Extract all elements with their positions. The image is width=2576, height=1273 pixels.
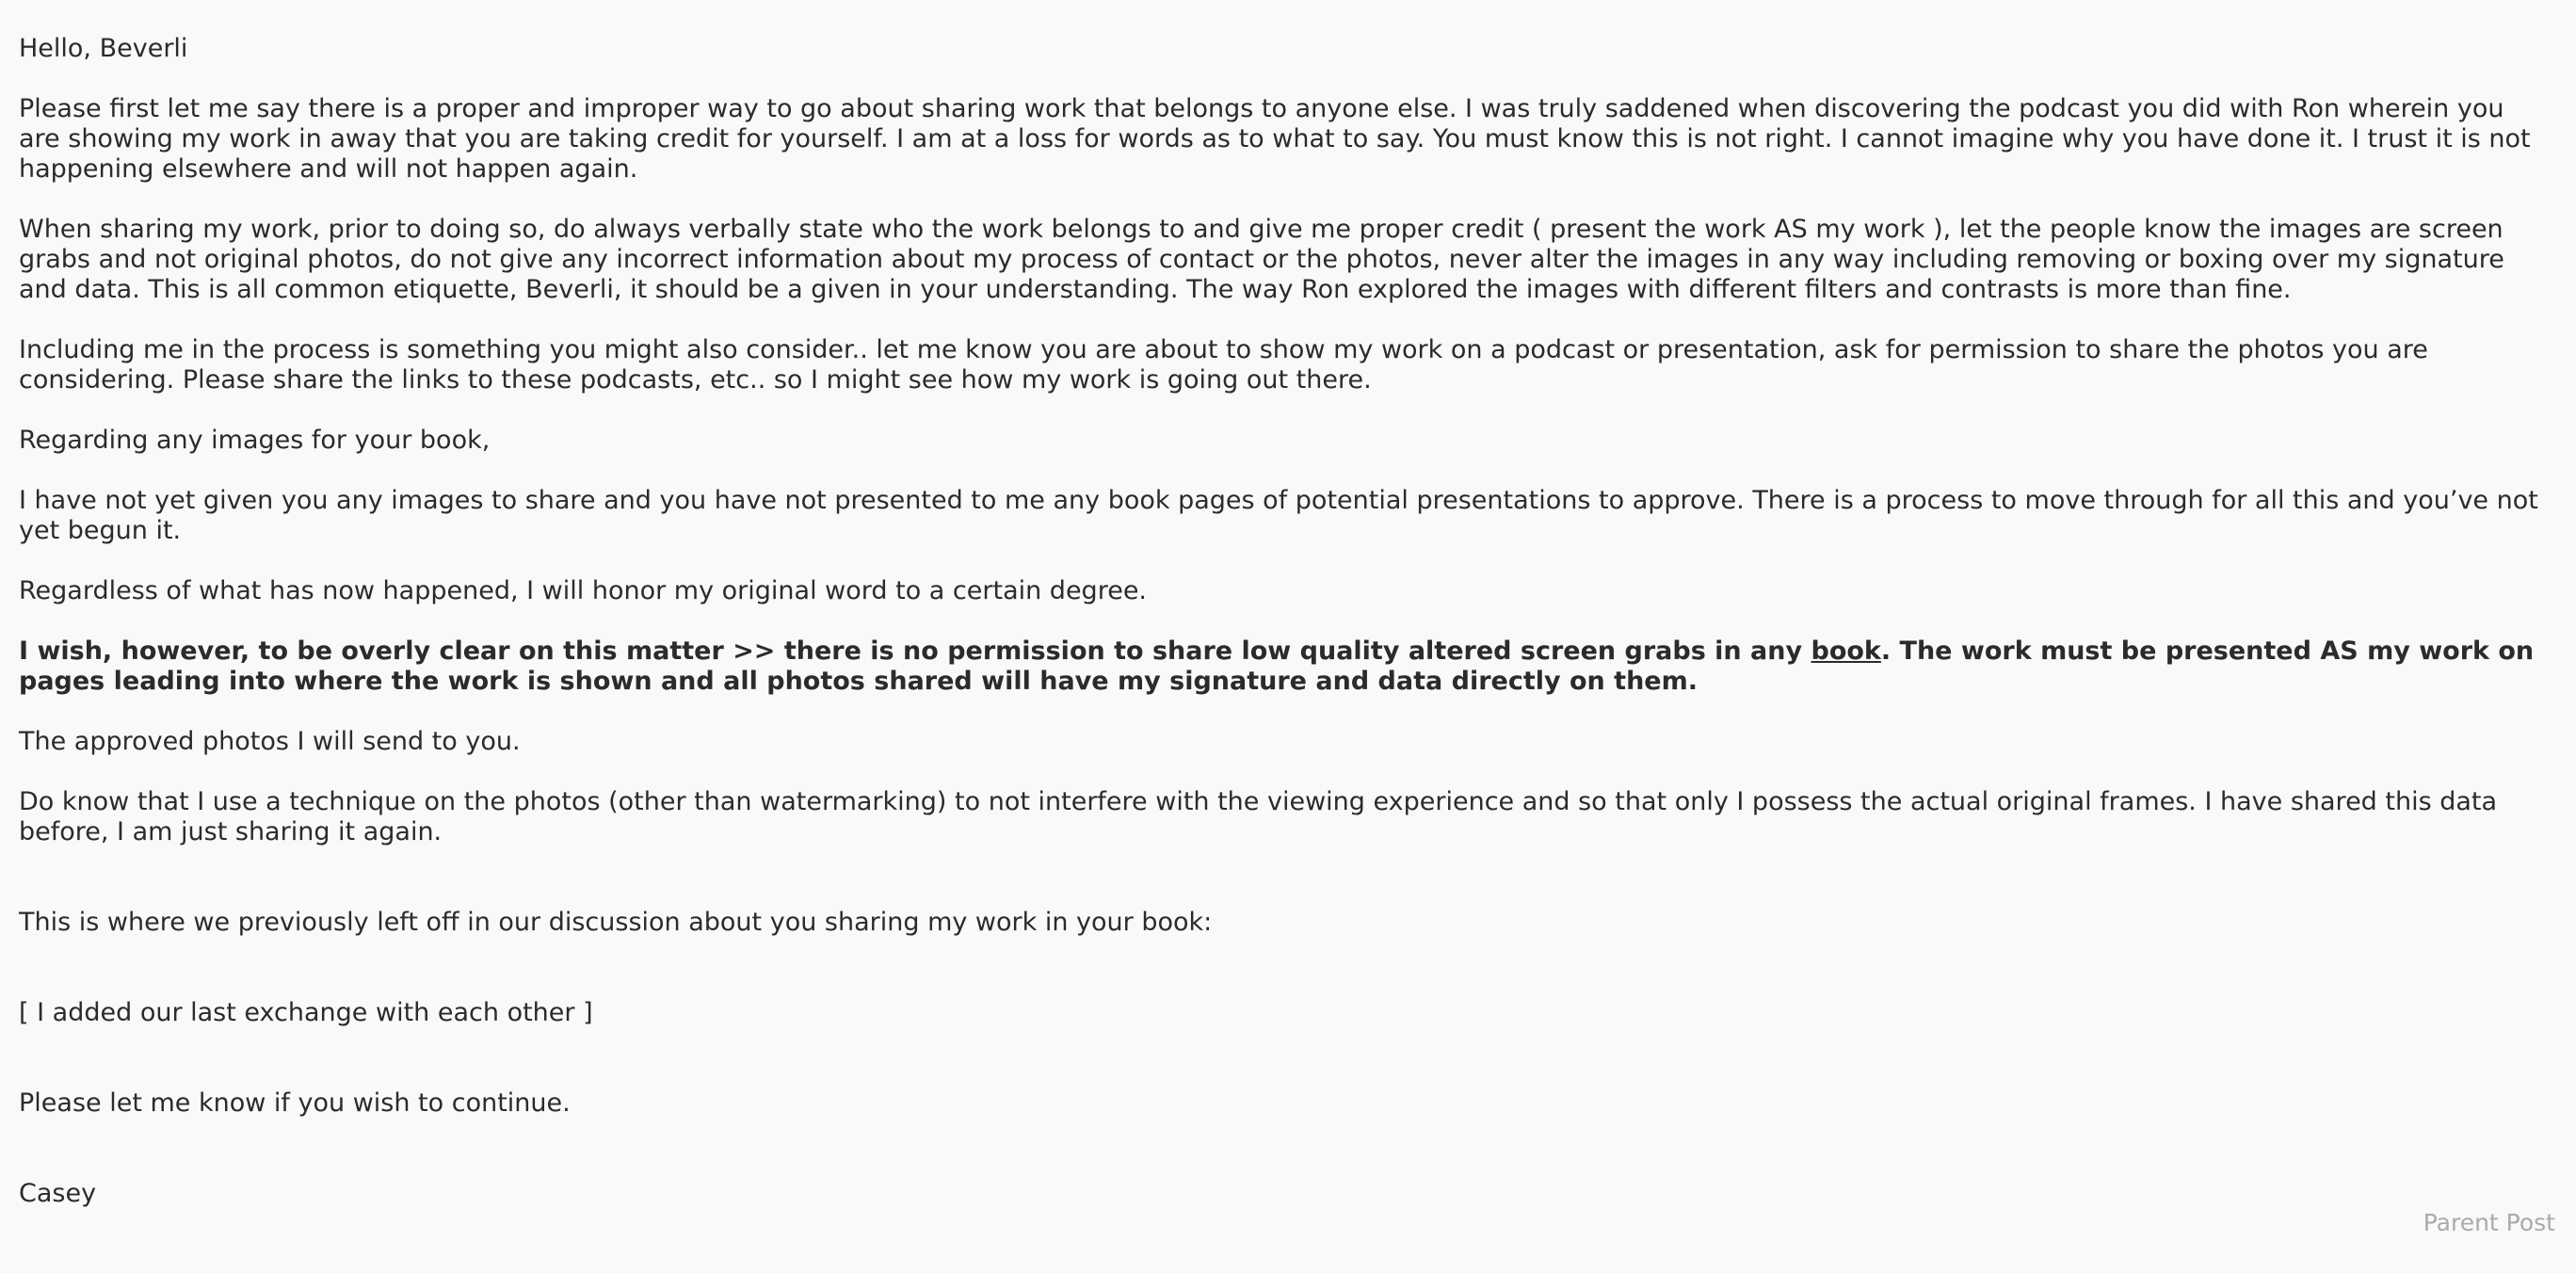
paragraph-process: I have not yet given you any images to share and you have not presented to me any book pages of potential presentations to approve. There is a process to move through for all this and you’ve not yet begun it.: [19, 486, 2538, 545]
paragraph-added-exchange: [ I added our last exchange with each other ]: [19, 998, 593, 1027]
permission-warning-text-end: . The work must be presented AS my work on pages leading into where the work is shown and all photos shared will have my signature and data directly on them.: [19, 636, 2535, 696]
permission-warning-underlined-word: book: [1811, 636, 1881, 666]
paragraph-previous-discussion: This is where we previously left off in our discussion about you sharing my work in your book:: [19, 908, 1213, 937]
message-body: [19, 0, 2552, 1209]
greeting: Hello, Beverli: [19, 34, 188, 63]
parent-post-link[interactable]: Parent Post: [2423, 1209, 2555, 1236]
paragraph-honor-word: Regardless of what has now happened, I will honor my original word to a certain degree.: [19, 576, 1148, 605]
paragraph-permission-warning: [19, 636, 2552, 697]
paragraph-continue: Please let me know if you wish to continue.: [19, 1088, 571, 1118]
permission-warning-text-start: I wish, however, to be overly clear on this matter >> there is no permission to share low quality altered screen grabs in any: [19, 636, 1811, 666]
paragraph-credit-concern: Please first let me say there is a proper and improper way to go about sharing work that belongs to anyone else. I was truly saddened when discovering the podcast you did with Ron wherein you are showing my work in away that you are taking credit for yourself. I am at a loss for words as to what to say. You must know this is not right. I cannot imagine why you have done it. I trust it is not happening elsewhere and will not happen again.: [19, 94, 2531, 184]
paragraph-technique: Do know that I use a technique on the photos (other than watermarking) to not interfere with the viewing experience and so that only I possess the actual original frames. I have shared this data before, I am just sharing it again.: [19, 787, 2498, 846]
paragraph-sharing-etiquette: When sharing my work, prior to doing so, do always verbally state who the work belongs to and give me proper credit ( present the work AS my work ), let the people know the images are screen grabs and not original photos, do not give any incorrect information about my process of contact or the photos, never alter the images in any way including removing or boxing over my signature and data. This is all common etiquette, Beverli, it should be a given in your understanding. The way Ron explored the images with different filters and contrasts is more than fine.: [19, 215, 2504, 304]
signature: Casey: [19, 1179, 97, 1208]
paragraph-book-images: Regarding any images for your book,: [19, 426, 491, 455]
paragraph-inclusion: Including me in the process is something you might also consider.. let me know you are about to show my work on a podcast or presentation, ask for permission to share the photos you are considering. Please share the links to these podcasts, etc.. so I might see how my work is going out there.: [19, 335, 2428, 395]
paragraph-approved-photos: The approved photos I will send to you.: [19, 727, 521, 756]
